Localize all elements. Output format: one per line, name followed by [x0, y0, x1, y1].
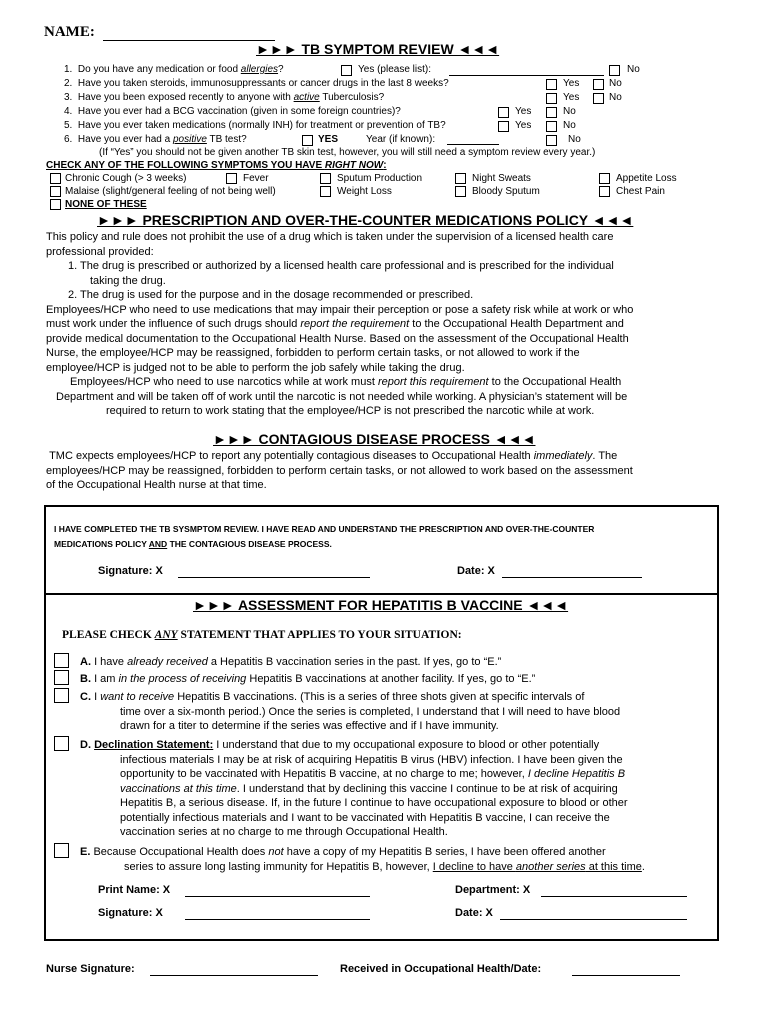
q4-yes-checkbox[interactable]	[498, 107, 509, 118]
hepb-date-label: Date: X	[455, 907, 493, 919]
symptom-sputum-checkbox[interactable]	[320, 173, 331, 184]
hepb-option-c-checkbox[interactable]	[54, 688, 69, 703]
symptom-sputum-label: Sputum Production	[337, 173, 423, 184]
hepb-option-d-checkbox[interactable]	[54, 736, 69, 751]
ack-date-label: Date: X	[457, 565, 495, 577]
received-date-field[interactable]	[572, 975, 680, 976]
symptom-malaise-checkbox[interactable]	[50, 186, 61, 197]
symptom-weight-loss-label: Weight Loss	[337, 186, 392, 197]
q5-no-label: No	[563, 120, 576, 131]
tb-question-2: 2. Have you taken steroids, immunosuppressants or cancer drugs in the last 8 weeks?	[64, 78, 449, 89]
symptom-malaise-label: Malaise (slight/general feeling of not being well)	[65, 186, 276, 197]
q5-yes-checkbox[interactable]	[498, 121, 509, 132]
contagious-disease-text: TMC expects employees/HCP to report any potentially contagious diseases to Occupational Health immediately. The employees/HCP may be reassigned, forbidden to perform certain tasks, or not allowed to work based on the assessment of the Occupational Health nurse at that time.	[46, 450, 633, 491]
print-name-label: Print Name: X	[98, 884, 171, 896]
symptom-appetite-loss-label: Appetite Loss	[616, 173, 677, 184]
hepb-option-a-text: A. I have already received a Hepatitis B vaccination series in the past. If yes, go to “E.”	[80, 656, 502, 668]
hepb-date-field[interactable]	[500, 919, 687, 920]
tb-question-5: 5. Have you ever taken medications (normally INH) for treatment or prevention of TB?	[64, 120, 446, 131]
symptom-chest-pain-checkbox[interactable]	[599, 186, 610, 197]
hepb-option-e-checkbox[interactable]	[54, 843, 69, 858]
q1-yes-checkbox[interactable]	[341, 65, 352, 76]
hepb-signature-field[interactable]	[185, 919, 370, 920]
hepatitis-b-instruction: PLEASE CHECK ANY STATEMENT THAT APPLIES TO YOUR SITUATION:	[62, 629, 462, 641]
symptom-fever-checkbox[interactable]	[226, 173, 237, 184]
tb-question-3: 3. Have you been exposed recently to anyone with active Tuberculosis?	[64, 92, 385, 103]
ack-signature-label: Signature: X	[98, 565, 163, 577]
otc-policy-title: ►►► PRESCRIPTION AND OVER-THE-COUNTER MEDICATIONS POLICY ◄◄◄	[97, 212, 634, 228]
symptoms-heading: CHECK ANY OF THE FOLLOWING SYMPTOMS YOU HAVE RIGHT NOW:	[46, 160, 387, 171]
symptom-chronic-cough-checkbox[interactable]	[50, 173, 61, 184]
contagious-disease-title: ►►► CONTAGIOUS DISEASE PROCESS ◄◄◄	[213, 431, 536, 447]
q6-year-field[interactable]	[447, 144, 499, 145]
tb-question-6: 6. Have you ever had a positive TB test?	[64, 134, 247, 145]
nurse-signature-label: Nurse Signature:	[46, 963, 135, 975]
acknowledgment-text: I HAVE COMPLETED THE TB SYSMPTOM REVIEW. I HAVE READ AND UNDERSTAND THE PRESCRIPTION AND OVER-THE-COUNTER MEDICATIONS POLICY AND THE CONTAGIOUS DISEASE PROCESS.	[54, 524, 595, 549]
symptom-none-checkbox[interactable]	[50, 199, 61, 210]
q6-no-label: No	[568, 134, 581, 145]
q4-no-checkbox[interactable]	[546, 107, 557, 118]
q6-no-checkbox[interactable]	[546, 135, 557, 146]
nurse-signature-field[interactable]	[150, 975, 318, 976]
hepb-signature-label: Signature: X	[98, 907, 163, 919]
symptom-bloody-sputum-checkbox[interactable]	[455, 186, 466, 197]
q2-no-label: No	[609, 78, 622, 89]
q3-no-checkbox[interactable]	[593, 93, 604, 104]
hepb-option-e-text: E. Because Occupational Health does not have a copy of my Hepatitis B series, I have been offered another series to assure long lasting immunity for Hepatitis B, however, I decline to have another series at this time.	[80, 846, 645, 873]
tb-symptom-review-title: ►►► TB SYMPTOM REVIEW ◄◄◄	[256, 41, 500, 57]
ack-signature-field[interactable]	[178, 577, 370, 578]
ack-date-field[interactable]	[502, 577, 642, 578]
symptom-chronic-cough-label: Chronic Cough (> 3 weeks)	[65, 173, 187, 184]
department-label: Department: X	[455, 884, 531, 896]
hepb-option-c-text: C. I want to receive Hepatitis B vaccinations. (This is a series of three shots given at specific intervals of time over a six-month period.) Once the series is completed, I understand that I will need to have blood drawn for a titer to determine if the series was effective and if I have immunity.	[80, 691, 621, 732]
symptom-weight-loss-checkbox[interactable]	[320, 186, 331, 197]
q4-yes-label: Yes	[515, 106, 532, 117]
q6-year-label: Year (if known):	[366, 134, 436, 145]
hepb-option-b-text: B. I am in the process of receiving Hepatitis B vaccinations at another facility. If yes, go to “E.”	[80, 673, 536, 685]
tb-question-4: 4. Have you ever had a BCG vaccination (given in some foreign countries)?	[64, 106, 401, 117]
symptom-night-sweats-checkbox[interactable]	[455, 173, 466, 184]
symptom-appetite-loss-checkbox[interactable]	[599, 173, 610, 184]
department-field[interactable]	[541, 896, 687, 897]
q1-yes-label: Yes (please list):	[358, 64, 431, 75]
q1-no-label: No	[627, 64, 640, 75]
symptom-none-label: NONE OF THESE	[65, 199, 147, 210]
otc-policy-text: This policy and rule does not prohibit the use of a drug which is taken under the supervision of a licensed health care professional provided: 1. The drug is prescribed or authorized by a licensed health care professional and is prescribed for the individual taking the drug. 2. The drug is used for the purpose and in the dosage recommended or prescribed. Employees/HCP who need to use medications that may impair their perception or pose a safety risk while at work or who must work under the influence of such drugs should report the requirement to the Occupational Health Department and provide medical documentation to the Occupational Health Nurse. Based on the assessment of the Occupational Health Nurse, the employee/HCP may be reassigned, forbidden to perform certain tasks, or not allowed to work if the employee/HCP is judged not to be able to perform the job safely while taking the drug. Employees/HCP who need to use narcotics while at work must report this requirement to the Occupational Health Department and will be taken off of work until the narcotic is not needed while working. A physician’s statement will be required to return to work stating that the employee/HCP is not prescribed the narcotic while at work.	[46, 231, 634, 417]
q5-yes-label: Yes	[515, 120, 532, 131]
q3-yes-label: Yes	[563, 92, 580, 103]
print-name-field[interactable]	[185, 896, 370, 897]
q1-no-checkbox[interactable]	[609, 65, 620, 76]
tb-question-1: 1. Do you have any medication or food allergies?	[64, 64, 284, 75]
symptom-chest-pain-label: Chest Pain	[616, 186, 665, 197]
hepb-option-d-text: D. Declination Statement: I understand that due to my occupational exposure to blood or other potentially infectious materials I may be at risk of acquiring Hepatitis B virus (HBV) infection. I have been given the opportunity to be vaccinated with Hepatitis B vaccine, at no charge to me; however, I decline Hepatitis B vaccinations at this time. I understand that by declining this vaccine I continue to be at risk of acquiring Hepatitis B, a serious disease. If, in the future I continue to have occupational exposure to blood or other potentially infectious materials and I want to be vaccinated with Hepatitis B vaccine, I can receive the vaccination series at no charge to me through Occupational Health.	[80, 739, 628, 838]
hepatitis-b-title: ►►► ASSESSMENT FOR HEPATITIS B VACCINE ◄◄◄	[193, 597, 569, 613]
hepb-option-a-checkbox[interactable]	[54, 653, 69, 668]
hepb-option-b-checkbox[interactable]	[54, 670, 69, 685]
q3-yes-checkbox[interactable]	[546, 93, 557, 104]
tb-note: (If “Yes” you should not be given another TB skin test, however, you will still need a symptom review every year.)	[99, 147, 596, 158]
symptom-bloody-sputum-label: Bloody Sputum	[472, 186, 540, 197]
symptom-fever-label: Fever	[243, 173, 269, 184]
q3-no-label: No	[609, 92, 622, 103]
q2-no-checkbox[interactable]	[593, 79, 604, 90]
symptom-night-sweats-label: Night Sweats	[472, 173, 531, 184]
q2-yes-checkbox[interactable]	[546, 79, 557, 90]
q5-no-checkbox[interactable]	[546, 121, 557, 132]
received-label: Received in Occupational Health/Date:	[340, 963, 542, 975]
allergies-list-field[interactable]	[449, 75, 604, 76]
q6-yes-label: YES	[318, 134, 339, 145]
q4-no-label: No	[563, 106, 576, 117]
q2-yes-label: Yes	[563, 78, 580, 89]
name-field[interactable]	[103, 40, 275, 41]
name-label: NAME:	[44, 24, 95, 40]
q6-yes-checkbox[interactable]	[302, 135, 313, 146]
